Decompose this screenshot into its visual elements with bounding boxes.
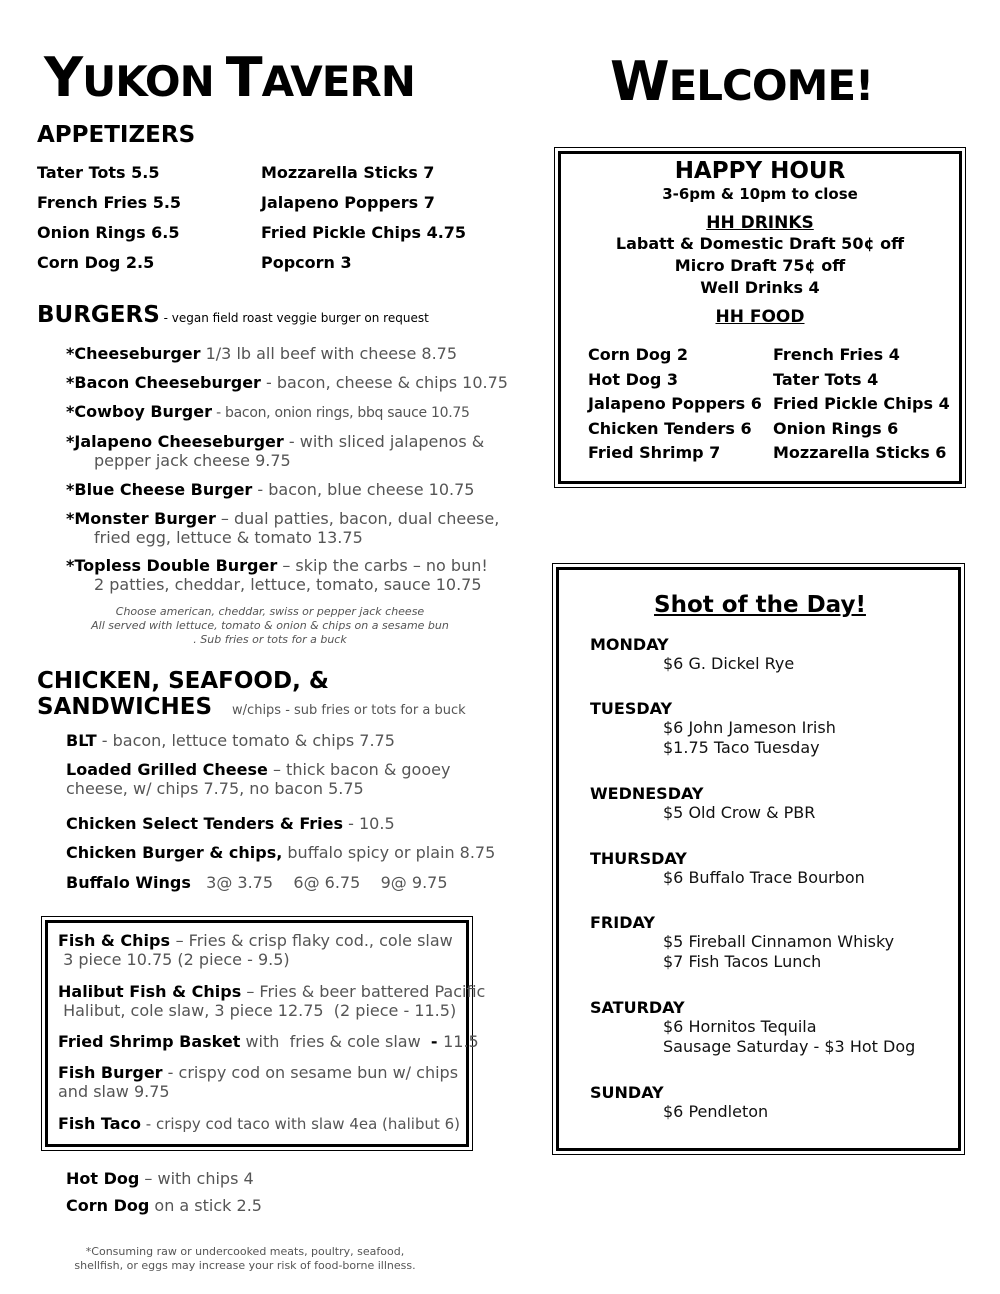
hh-food-item: Tater Tots 4 — [773, 369, 879, 389]
hh-food-item: Jalapeno Poppers 6 — [588, 394, 762, 413]
sandwich-name: Buffalo Wings — [66, 873, 191, 892]
welcome-title — [610, 50, 873, 113]
burgers-heading-row — [37, 302, 429, 328]
hh-food-item: Mozzarella Sticks 6 — [773, 443, 947, 462]
hh-food-item: Hot Dog 3 — [588, 369, 679, 389]
day-deal: $6 Buffalo Trace Bourbon — [663, 868, 865, 887]
appetizers-col2 — [261, 158, 466, 278]
extra-desc: – with chips 4 — [139, 1169, 254, 1188]
sandwich-name: Loaded Grilled Cheese — [66, 760, 268, 779]
shot-day-monday — [590, 635, 794, 674]
sandwich-desc: - bacon, lettuce tomato & chips 7.75 — [96, 731, 395, 750]
shot-of-day-title-wrap — [560, 592, 960, 618]
food-safety-disclaimer — [60, 1245, 430, 1273]
disclaimer-line: shellfish, or eggs may increase your risk of food-borne illness. — [74, 1259, 416, 1272]
burger-desc: – dual patties, bacon, dual cheese, — [215, 509, 500, 528]
fish-name: Halibut Fish & Chips — [58, 982, 242, 1001]
day-deal: $5 Fireball Cinnamon Whisky — [663, 932, 895, 951]
burger-item — [66, 344, 457, 364]
shot-of-day-title: Shot of the Day! — [654, 592, 866, 618]
burger-name: *Cowboy Burger — [66, 402, 212, 421]
fish-dash: - — [430, 1032, 444, 1051]
burger-item — [66, 480, 474, 500]
day-deal: Sausage Saturday - $3 Hot Dog — [663, 1037, 916, 1056]
burger-item — [66, 509, 499, 547]
day-deal: $6 G. Dickel Rye — [663, 654, 795, 673]
fish-desc-line2: 3 piece 10.75 (2 piece - 9.5) — [58, 950, 290, 969]
fish-name: Fish Taco — [58, 1114, 142, 1133]
hh-food-heading: HH FOOD — [715, 307, 805, 327]
title-initial-t: T — [225, 46, 262, 109]
day-name: THURSDAY — [590, 849, 687, 868]
title-rest-ukon: UKON — [82, 57, 214, 106]
burger-desc: - bacon, cheese & chips 10.75 — [260, 373, 508, 392]
sandwich-item — [66, 814, 395, 834]
day-deal: $6 Pendleton — [663, 1102, 769, 1121]
fish-price: 11.5 — [443, 1032, 479, 1051]
day-name: WEDNESDAY — [590, 784, 704, 803]
burger-note: All served with lettuce, tomato & onion & chips on a sesame bun — [91, 619, 449, 632]
sandwich-desc-line2: cheese, w/ chips 7.75, no bacon 5.75 — [66, 779, 364, 798]
burger-desc: 1/3 lb all beef with cheese 8.75 — [200, 344, 458, 363]
sandwich-desc: buffalo spicy or plain 8.75 — [282, 843, 496, 862]
sandwich-item — [66, 843, 495, 863]
burger-desc: – skip the carbs – no bun! — [277, 556, 488, 575]
appetizer-item: Onion Rings 6.5 — [37, 223, 180, 242]
shot-day-saturday — [590, 998, 915, 1057]
hh-food-item: Onion Rings 6 — [773, 418, 899, 438]
burger-notes — [70, 605, 470, 647]
fish-name: Fish Burger — [58, 1063, 163, 1082]
hh-food-item: Fried Shrimp 7 — [588, 443, 721, 462]
appetizer-item: Tater Tots 5.5 — [37, 163, 160, 182]
fish-item — [58, 1032, 479, 1052]
sandwich-name: Chicken Burger & chips, — [66, 843, 283, 862]
appetizer-item: Mozzarella Sticks 7 — [261, 163, 435, 182]
fish-desc: - crispy cod on sesame bun w/ chips — [162, 1063, 459, 1082]
burger-item — [66, 402, 470, 423]
burger-name: *Cheeseburger — [66, 344, 201, 363]
day-deal: $6 Hornitos Tequila — [663, 1017, 817, 1036]
fish-desc: – Fries & crisp flaky cod., cole slaw — [175, 931, 453, 950]
welcome-rest: ELCOME! — [668, 61, 874, 110]
burger-item — [66, 432, 484, 470]
day-name: MONDAY — [590, 635, 669, 654]
burger-note: Choose american, cheddar, swiss or pepper jack cheese — [115, 605, 425, 618]
happy-hour-content — [560, 158, 960, 327]
burger-desc-line2: pepper jack cheese 9.75 — [94, 451, 291, 470]
burger-note: . Sub fries or tots for a buck — [193, 633, 347, 646]
burger-item — [66, 373, 508, 393]
burger-desc-line2: fried egg, lettuce & tomato 13.75 — [94, 528, 363, 547]
day-name: SUNDAY — [590, 1083, 664, 1102]
fish-name: Fish & Chips — [58, 931, 176, 950]
shot-day-wednesday — [590, 784, 815, 823]
hh-food-item: Fried Pickle Chips 4 — [773, 394, 950, 413]
shot-day-tuesday — [590, 699, 836, 758]
burger-desc: - with sliced jalapenos & — [283, 432, 485, 451]
hh-drinks-heading: HH DRINKS — [706, 213, 814, 233]
title-rest-avern: AVERN — [261, 57, 415, 106]
hh-food-item: Chicken Tenders 6 — [588, 418, 752, 438]
sandwich-item — [66, 731, 395, 751]
fish-desc: – Fries & beer battered Pacific — [241, 982, 486, 1001]
fish-item — [58, 1114, 460, 1134]
chicken-heading-line2: SANDWICHES — [37, 694, 213, 720]
appetizer-item: Jalapeno Poppers 7 — [261, 193, 435, 212]
happy-hour-title: HAPPY HOUR — [674, 158, 846, 184]
day-deal: $6 John Jameson Irish — [663, 718, 836, 737]
appetizer-item: Fried Pickle Chips 4.75 — [261, 223, 467, 242]
burger-name: *Bacon Cheeseburger — [66, 373, 261, 392]
hh-food-col2 — [773, 343, 950, 466]
chicken-heading-line1: CHICKEN, SEAFOOD, & — [37, 668, 329, 694]
hh-drink-item: Labatt & Domestic Draft 50¢ off — [615, 234, 905, 253]
burger-name: *Topless Double Burger — [66, 556, 278, 575]
appetizers-col1 — [37, 158, 181, 278]
hh-food-item: French Fries 4 — [773, 345, 900, 364]
burger-name: *Monster Burger — [66, 509, 216, 528]
appetizers-heading: APPETIZERS — [37, 122, 196, 148]
sandwich-desc: 3@ 3.75 6@ 6.75 9@ 9.75 — [190, 873, 448, 892]
disclaimer-line: *Consuming raw or undercooked meats, poultry, seafood, — [85, 1245, 405, 1258]
fish-desc: - crispy cod taco with slaw 4ea (halibut 6) — [141, 1115, 461, 1133]
hh-food-col1 — [588, 343, 762, 466]
hh-drink-item: Well Drinks 4 — [700, 278, 820, 297]
day-deal: $1.75 Taco Tuesday — [663, 738, 820, 757]
day-name: TUESDAY — [590, 699, 673, 718]
burger-desc: - bacon, onion rings, bbq sauce 10.75 — [212, 405, 470, 421]
sandwich-desc: - 10.5 — [343, 814, 395, 833]
burger-name: *Blue Cheese Burger — [66, 480, 253, 499]
welcome-initial: W — [610, 50, 669, 113]
fish-desc-line2: Halibut, cole slaw, 3 piece 12.75 (2 piece - 11.5) — [58, 1001, 457, 1020]
burger-desc: - bacon, blue cheese 10.75 — [252, 480, 475, 499]
hh-food-item: Corn Dog 2 — [588, 345, 689, 364]
happy-hour-times: 3-6pm & 10pm to close — [662, 185, 858, 203]
fish-item — [58, 931, 458, 969]
sandwich-item — [66, 873, 448, 893]
burgers-heading: BURGERS — [37, 302, 160, 328]
sandwich-name: Chicken Select Tenders & Fries — [66, 814, 344, 833]
chicken-subheading: w/chips - sub fries or tots for a buck — [232, 703, 466, 718]
hh-drink-item: Micro Draft 75¢ off — [674, 256, 846, 275]
appetizer-item: Popcorn 3 — [261, 253, 352, 272]
day-name: SATURDAY — [590, 998, 685, 1017]
shot-day-sunday — [590, 1083, 768, 1122]
fish-desc: with fries & cole slaw — [240, 1032, 431, 1051]
day-name: FRIDAY — [590, 913, 655, 932]
title-initial-y: Y — [44, 46, 83, 109]
extra-item — [66, 1196, 262, 1216]
extra-name: Corn Dog — [66, 1196, 150, 1215]
fish-desc-line2: and slaw 9.75 — [58, 1082, 170, 1101]
day-deal: $7 Fish Tacos Lunch — [663, 952, 822, 971]
fish-item — [58, 982, 486, 1020]
burgers-subheading: - vegan field roast veggie burger on request — [159, 311, 429, 325]
sandwich-item — [66, 760, 450, 798]
burger-desc-line2: 2 patties, cheddar, lettuce, tomato, sauce 10.75 — [94, 575, 482, 594]
restaurant-title — [44, 46, 415, 109]
shot-day-thursday — [590, 849, 865, 888]
burger-name: *Jalapeno Cheeseburger — [66, 432, 284, 451]
fish-item — [58, 1063, 458, 1101]
day-deal: $5 Old Crow & PBR — [663, 803, 816, 822]
sandwich-desc: – thick bacon & gooey — [267, 760, 451, 779]
extra-item — [66, 1169, 254, 1189]
extra-name: Hot Dog — [66, 1169, 140, 1188]
sandwich-name: BLT — [66, 731, 97, 750]
shot-day-friday — [590, 913, 894, 972]
chicken-heading-row2 — [37, 694, 466, 720]
appetizer-item: Corn Dog 2.5 — [37, 253, 155, 272]
fish-name: Fried Shrimp Basket — [58, 1032, 241, 1051]
appetizer-item: French Fries 5.5 — [37, 193, 182, 212]
extra-desc: on a stick 2.5 — [149, 1196, 262, 1215]
burger-item — [66, 556, 488, 594]
